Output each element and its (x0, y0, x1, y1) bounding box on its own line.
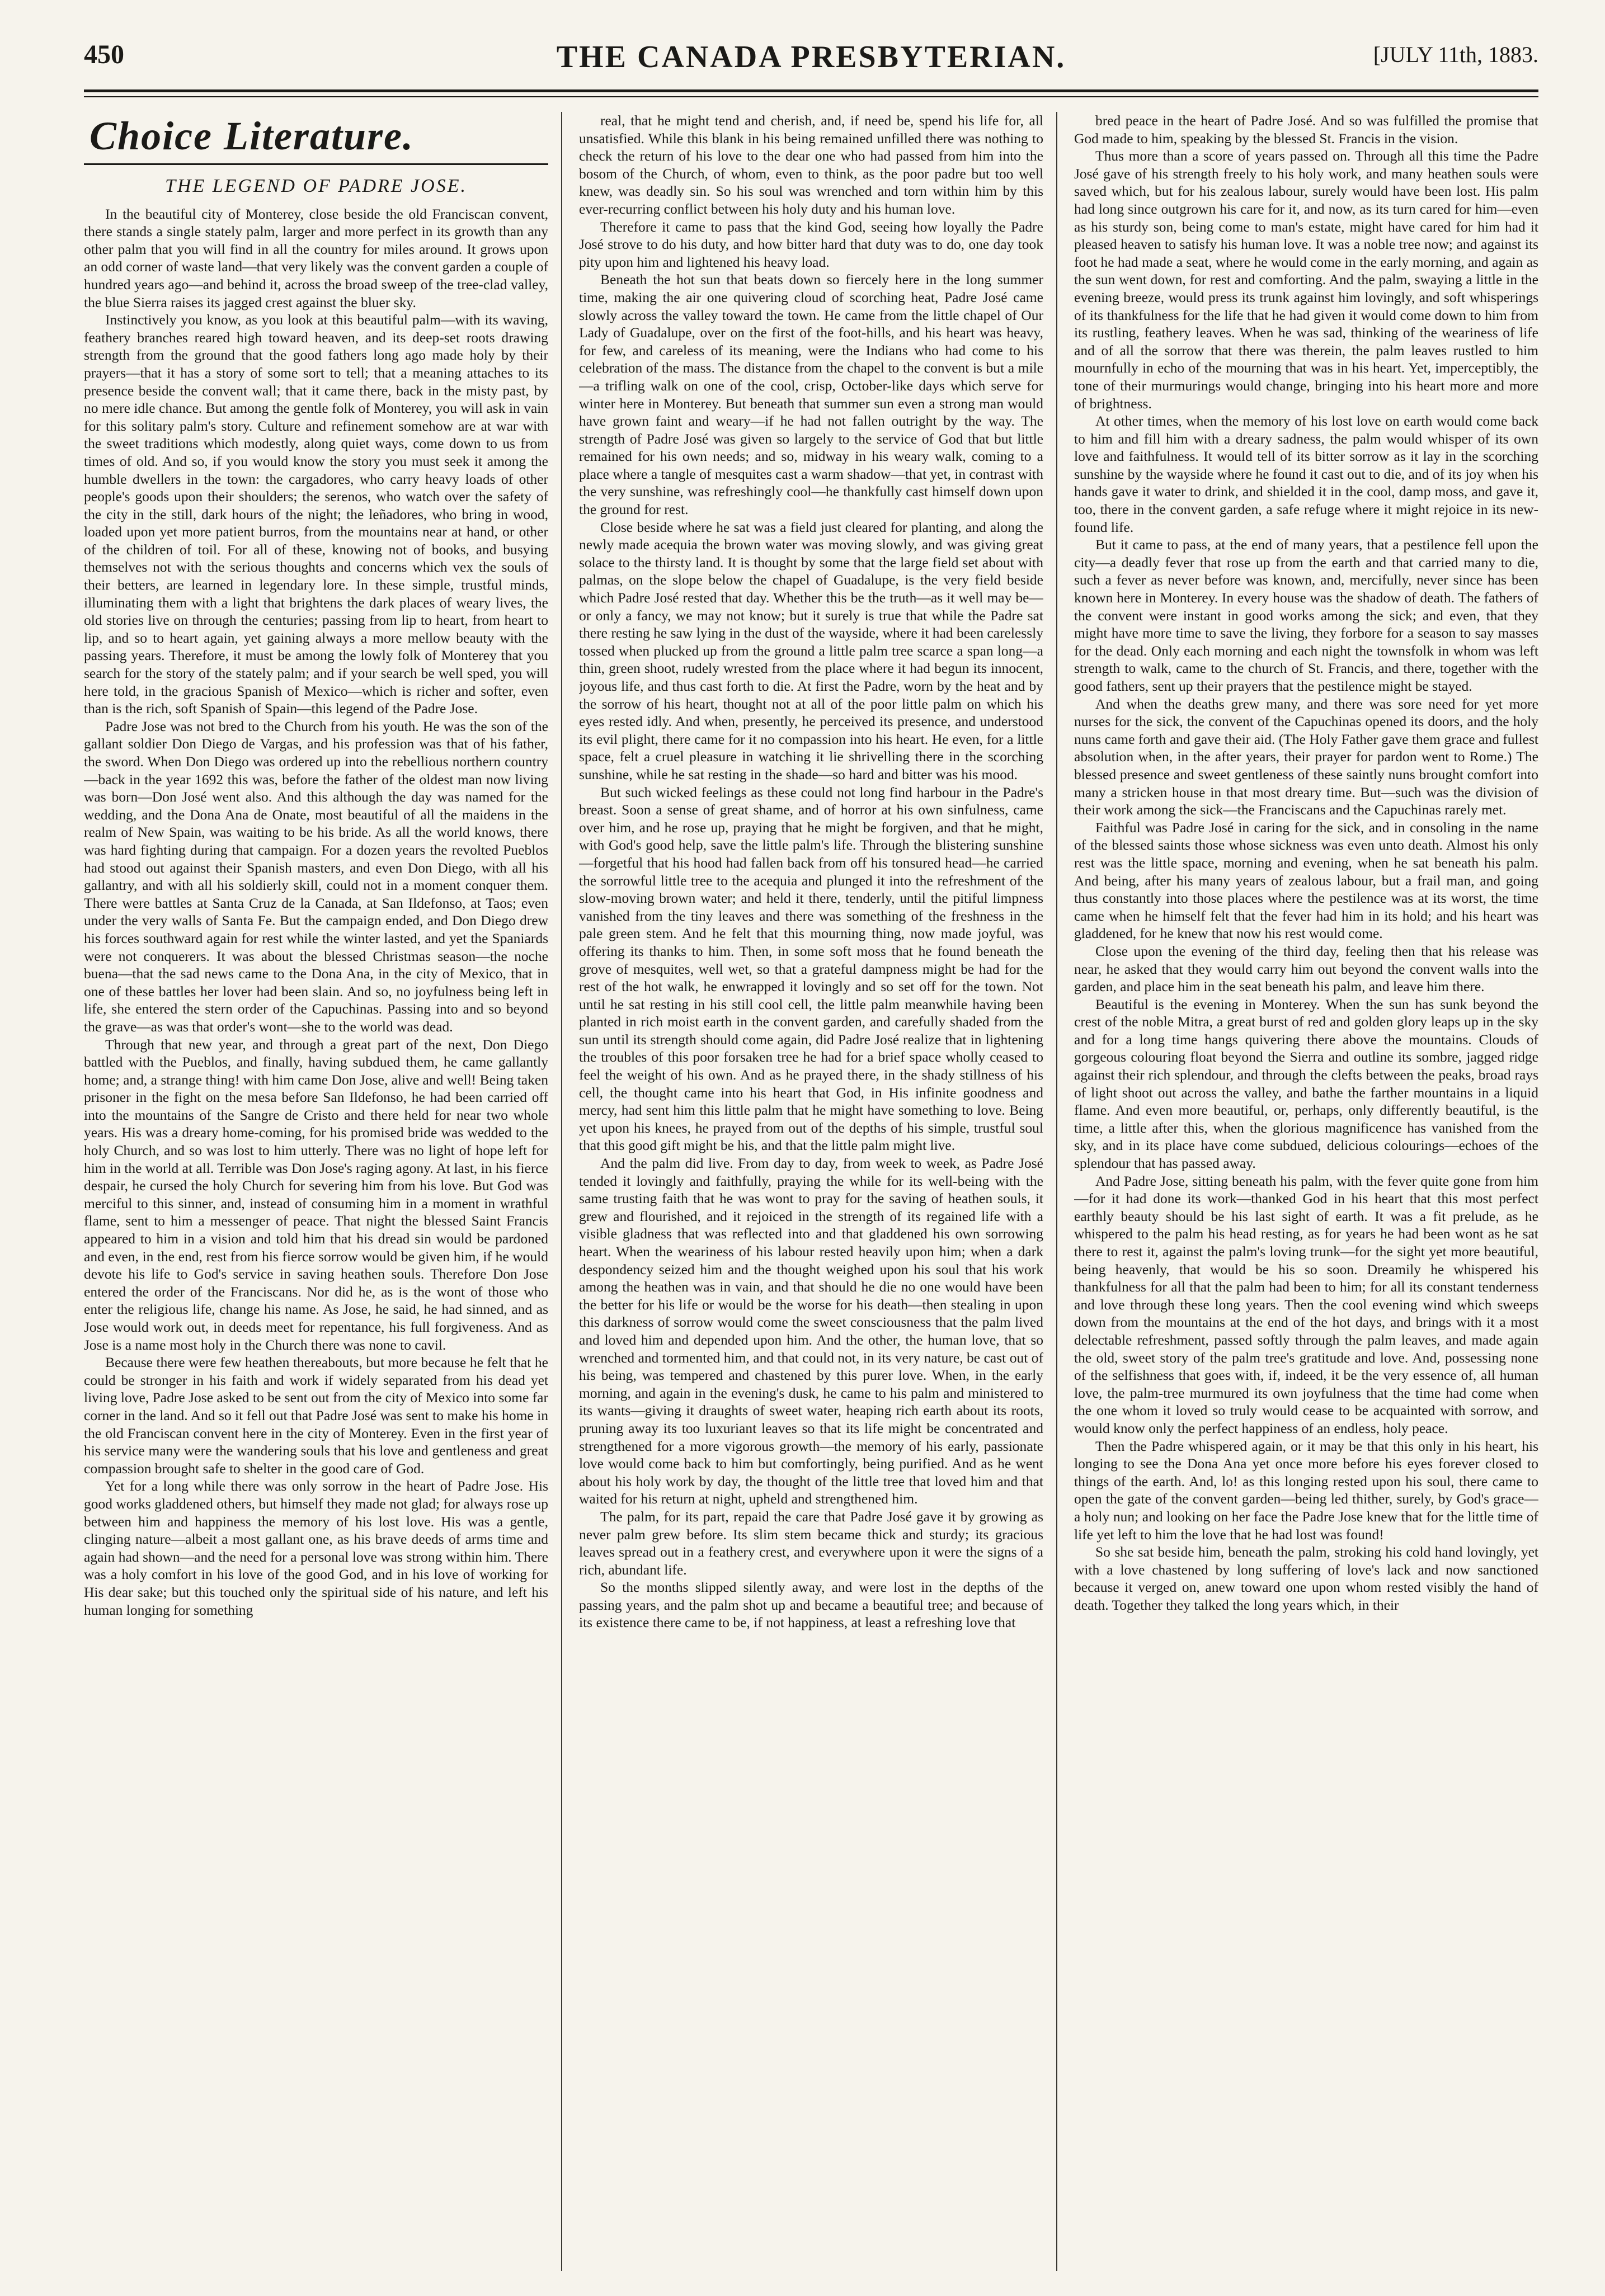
column-1 (84, 112, 548, 2271)
paragraph: And Padre Jose, sitting beneath his palm, with the fever quite gone from him—for it had done its work—thanked God in his heart that this most perfect earthly beauty should be his last sight of earth. It was a fit prelude, as he whispered to the palm his head resting, as for years he had been wont as he sat there to rest it, against the palm's loving trunk—for the sight yet more beautiful, being heavenly, that would be his so soon. Dreamily he whispered his thankfulness for all that the palm had been to him; for all its constant tenderness and love through these long years. Then the cool evening wind which sweeps down from the mountains at the end of the hot days, and brings with it a most delectable refreshment, passed softly through the palm leaves, and made again the old, sweet story of the palm tree's gratitude and love. And, possessing none of the selfishness that goes with, if, indeed, it be the very essence of, all human love, the palm-tree murmured its own joyfulness that the time had come when the one whom it loved so truly would cease to be acquainted with sorrow, and would know only the perfect happiness of an endless, holy peace. (1074, 1172, 1538, 1436)
paragraph: Through that new year, and through a great part of the next, Don Diego battled with the Pueblos, and finally, having subdued them, he came gallantly home; and, a strange thing! with him came Don Jose, alive and well! Being taken prisoner in the fight on the mesa before San Ildefonso, he had been carried off into the mountains of the Sangre de Cristo and there held for near two whole years. His was a dreary home-coming, for his promised bride was wedded to the holy Church, and so was lost to him utterly. There was no light of hope left for him in the world at all. Terrible was Don Jose's raging agony. At last, in his fierce despair, he cursed the holy Church for severing him from his love. But God was merciful to this sinner, and, instead of consuming him in a moment in wrathful flame, sent to him a messenger of peace. That night the blessed Saint Francis appeared to him in a vision and told him that his dread sin would be pardoned and even, in the end, rest from his fierce sorrow would be given him, if he would devote his life to God's service in saving heathen souls. Therefore Don Jose entered the order of the Franciscans. Nor did he, as is the wont of those who enter the religious life, change his name. As Jose, he said, he had sinned, and as Jose would work out, in deeds meet for repentance, his full forgiveness. And as Jose is a name most holy in the Church there was none to cavil. (84, 1036, 548, 1353)
issue-date: [JULY 11th, 1883. (1373, 42, 1538, 67)
section-rule (84, 163, 548, 165)
paragraph: So the months slipped silently away, and were lost in the depths of the passing years, and the palm shot up and became a beautiful tree; and because of its existence there came to be, if not happiness, at least a refreshing love that (579, 1579, 1043, 1631)
paragraph: At other times, when the memory of his lost love on earth would come back to him and fill him with a dreary sadness, the palm would whisper of its own love and faithfulness. It would tell of its bitter sorrow as it lay in the scorching sunshine by the wayside where he found it cast out to die, and of its joy when his hands gave it water to drink, and shielded it in the cool, damp moss, and gave it, too, there in the convent garden, a safe refuge where it might rejoice in its new-found life. (1074, 413, 1538, 535)
column-divider (561, 112, 562, 2271)
paragraph: Then the Padre whispered again, or it may be that this only in his heart, his longing to see the Dona Ana yet once more before his eyes forever closed to things of the earth. And, lo! as this longing rested upon his soul, there came to open the gate of the convent garden—being led thither, surely, by God's grace—a holy nun; and looking on her face the Padre Jose knew that for the little time of life yet left to him the love that he had lost was found! (1074, 1437, 1538, 1543)
paragraph: But it came to pass, at the end of many years, that a pestilence fell upon the city—a deadly fever that rose up from the earth and that carried many to die, such a fever as never before was known, and, mercifully, never since has been known here in Monterey. In every house was the shadow of death. The fathers of the convent were instant in good works among the sick; and even, that they might have more time to save the living, they forbore for a season to say masses for the dead. Only each morning and each night the townsfolk in whom was left strength to walk, came to the church of St. Francis, and there, together with the good fathers, sent up their prayers that the pestilence might be stayed. (1074, 536, 1538, 694)
column-text (579, 112, 1043, 1632)
paragraph: Thus more than a score of years passed on. Through all this time the Padre José gave of his strength freely to his holy work, and many heathen souls were saved which, but for his zealous labour, surely would have been lost. His palm had long since outgrown his care for it, and now, as its turn cared for him—even as his sturdy son, being come to man's estate, might have cared for him had it pleased heaven to satisfy his human love. It was a noble tree now; and against its foot he had made a seat, where he would come in the early morning, and again as the sun went down, for rest and comforting. And the palm, swaying a little in the evening breeze, would press its trunk against him lovingly, and soft whisperings of its thankfulness for the life that he had given it would come down to him from its rustling, feathery leaves. When he was sad, thinking of the weariness of life and of all the sorrow that there was therein, the palm leaves rustled to him mournfully in echo of the mourning that was in his heart. Yet, imperceptibly, the tone of their murmurings would change, bringing into his heart more and more of brightness. (1074, 148, 1538, 412)
page-number: 450 (84, 40, 124, 69)
masthead-rule-thin (84, 96, 1538, 97)
column-text (1074, 112, 1538, 1614)
newspaper-title: THE CANADA PRESBYTERIAN. (556, 40, 1066, 74)
paragraph: Yet for a long while there was only sorrow in the heart of Padre Jose. His good works gladdened others, but himself they made not glad; for always rose up between him and happiness the memory of his lost love. His was a gentle, clinging nature—albeit a most gallant one, as his brave deeds of arms time and again had shown—and the need for a personal love was strong within him. There was a holy comfort in his love of the good God, and in his love of working for His dear sake; but this touched only the spiritual side of his nature, and left his human longing for something (84, 1478, 548, 1618)
paragraph: Padre Jose was not bred to the Church from his youth. He was the son of the gallant soldier Don Diego de Vargas, and his profession was that of his father, the sword. When Don Diego was ordered up into the rebellious northern country—back in the year 1692 this was, before the father of the oldest man now living was born—Don José went also. And this although the day was named for the wedding, and the Dona Ana de Onate, most beautiful of all the maidens in the realm of New Spain, was waiting to be his bride. As all the world knows, there was hard fighting during that campaign. For a dozen years the revolted Pueblos had stood out against their Spanish masters, and even Don Diego, with all his gallantry, and with all his soldierly skill, could not in a moment conquer them. There were battles at Santa Cruz de la Canada, at San Ildefonso, at Taos; even under the very walls of Santa Fe. But the campaign ended, and Don Diego drew his forces southward again for rest while the winter lasted, and yet the Spaniards were not conquerers. It was about the blessed Christmas season—the noche buena—that the sad news came to the Dona Ana, in the city of Mexico, that in one of these battles her lover had been slain. And so, no joyfulness being left in life, she entered the stern order of the Capuchinas. Passing into and so beyond the grave—as was that order's wont—she to the world was dead. (84, 718, 548, 1035)
article-title: THE LEGEND OF PADRE JOSE. (165, 176, 467, 196)
section-title: Choice Literature. (90, 114, 414, 158)
column-divider (1056, 112, 1057, 2271)
masthead (84, 39, 1538, 84)
column-text (84, 205, 548, 1619)
paragraph: So she sat beside him, beneath the palm, stroking his cold hand lovingly, yet with a love chastened by long suffering of love's lack and now sanctioned because it verged on, anew toward one upon whom rested visibly the hand of death. Together they talked the long years which, in their (1074, 1544, 1538, 1613)
paragraph: Instinctively you know, as you look at this beautiful palm—with its waving, feathery branches reared high toward heaven, and its deep-set roots drawing strength from the ground that the good fathers long ago made holy by their prayers—that it has a story of some sort to tell; that a meaning attaches to its presence beside the convent wall; that it came there, back in the misty past, by no mere idle chance. But among the gentle folk of Monterey, you will ask in vain for this solitary palm's story. Culture and refinement somehow are at war with the sweet traditions which modestly, along quiet ways, come down to us from times of old. And so, if you would know the story you must seek it among the humble dwellers in the town: the cargadores, who carry heavy loads of other people's goods upon their shoulders; the serenos, who watch over the safety of the city in the still, dark hours of the night; the leñadores, who bring in wood, loaded upon yet more patient burros, from the mountains near at hand, or other of the children of toil. For all of these, knowing not of books, and busying themselves not with the serious thoughts and concerns which vex the souls of their betters, are learned in legendary lore. In these simple, trustful minds, illuminating them with a light that brightens the dark places of weary lives, the old stories live on through the centuries; passing from lip to heart, from heart to lip, and so to heart again, yet gaining always a more mellow beauty with the passing years. Therefore, it must be among the lowly folk of Monterey that you search for the story of the stately palm; and if your search be well sped, you will here told, in the gracious Spanish of Mexico—which is richer and softer, even than is the rich, soft Spanish of Spain—this legend of the Padre Jose. (84, 312, 548, 717)
paragraph: Therefore it came to pass that the kind God, seeing how loyally the Padre José strove to do his duty, and how bitter hard that duty was to do, one day took pity upon him and lightened his heavy load. (579, 218, 1043, 270)
paragraph: Faithful was Padre José in caring for the sick, and in consoling in the name of the blessed saints those whose sickness was even unto death. Almost his only rest was the little space, morning and evening, when he sat beneath his palm. And being, after his many years of zealous labour, but a frail man, and going thus constantly into those places where the pestilence was at its worst, the time came when he himself felt that the fever had him in its hold; and his heart was gladdened, for he knew that now his rest would come. (1074, 819, 1538, 942)
column-2 (579, 112, 1043, 2271)
paragraph: Beneath the hot sun that beats down so fiercely here in the long summer time, making the air one quivering cloud of scorching heat, Padre José came slowly across the valley toward the town. He came from the little chapel of Our Lady of Guadalupe, over on the first of the foot-hills, and his heart was heavy, for few, and careless of its meaning, were the Indians who had come to his celebration of the mass. The distance from the chapel to the convent is but a mile—a trifling walk on one of the cool, crisp, October-like days which serve for winter here in Monterey. But beneath that summer sun even a strong man would have grown faint and weary—if he had not fallen outright by the way. The strength of Padre José was given so largely to the service of God that but little remained for his own needs; and so, midway in his weary walk, coming to a place where a tangle of mesquites cast a warm shadow—that yet, in contrast with the very sunshine, was refreshingly cool—he thankfully cast himself down upon the ground for rest. (579, 271, 1043, 518)
paragraph: Close beside where he sat was a field just cleared for planting, and along the newly made acequia the brown water was moving slowly, and was giving great solace to the thirsty land. It is thought by some that the large field set about with palmas, on the slope below the chapel of Guadalupe, is the very field beside which Padre José rested that day. Whether this be the truth—as it well may be—or only a fancy, we may not know; but it surely is true that while the Padre sat there resting he saw lying in the dust of the wayside, where it had been carelessly tossed when plucked up from the ground a little palm tree scarce a span long—a thin, green shoot, rudely wrested from the place where it had begun its innocent, joyous life, and thus cast forth to die. At first the Padre, worn by the heat and by the sorrow of his heart, thought not at all of the poor little palm on which his eyes rested idly. And when, presently, he perceived its presence, and understood its evil plight, there came for it no compassion into his heart. He even, for a little space, felt a cruel pleasure in watching it lie shrivelling there in the scorching sunshine, while he sat resting in the shade—so hard and bitter was his mood. (579, 518, 1043, 782)
paragraph: bred peace in the heart of Padre José. And so was fulfilled the promise that God made to him, speaking by the blessed St. Francis in the vision. (1074, 112, 1538, 147)
paragraph: The palm, for its part, repaid the care that Padre José gave it by growing as never palm grew before. Its slim stem became thick and sturdy; its gracious leaves spread out in a feathery crest, and everywhere upon it were the signs of a rich, abundant life. (579, 1508, 1043, 1578)
paragraph: And when the deaths grew many, and there was sore need for yet more nurses for the sick, the convent of the Capuchinas opened its doors, and the holy nuns came forth and gave their aid. (The Holy Father gave them grace and fullest absolution when, in the after years, their prayer for pardon went to Rome.) The blessed presence and sweet gentleness of these saintly nuns brought comfort into many a stricken house in that most dreary time. But—such was the division of their work among the sick—the Franciscans and the Capuchinas rarely met. (1074, 695, 1538, 818)
paragraph: Close upon the evening of the third day, feeling then that his release was near, he asked that they would carry him out beyond the convent walls into the garden, and place him in the seat beneath his palm, and leave him there. (1074, 942, 1538, 995)
masthead-rule (84, 89, 1538, 92)
paragraph: Beautiful is the evening in Monterey. When the sun has sunk beyond the crest of the noble Mitra, a great burst of red and golden glory leaps up in the sky and for a long time hangs quivering there above the mountains. Clouds of gorgeous colouring float beyond the Sierra and outline its sombre, jagged ridge against their rich splendour, and through the clefts between the peaks, broad rays of light shoot out across the valley, and bathe the farther mountains in a liquid flame. And even more beautiful, or, perhaps, only differently beautiful, is the time, a little after this, when the glorious magnificence has vanished from the sky, and in its place have come subdued, delicious colourings—echoes of the splendour that has passed away. (1074, 996, 1538, 1172)
paragraph: real, that he might tend and cherish, and, if need be, spend his life for, all unsatisfied. While this blank in his being remained unfilled there was nothing to check the return of his love to the dear one who had passed from him into the bosom of the Church, of whom, even to think, as the poor padre but too well knew, was deadly sin. So his soul was wrenched and torn within him by this ever-recurring conflict between his holy duty and his human love. (579, 112, 1043, 217)
column-3 (1074, 112, 1538, 2271)
paragraph: And the palm did live. From day to day, from week to week, as Padre José tended it lovingly and faithfully, praying the while for its well-being with the same trusting faith that he was wont to pray for the saving of heathen souls, it grew and flourished, and it rejoiced in the strength of its regained life with a visible gladness that was reflected into and that gladdened his own sorrowing heart. When the weariness of his labour rested heavily upon him; when a dark despondency seized him and the thought weighed upon his soul that his work among the heathen was in vain, and that should he die no one would have been the better for his life or would be the worse for his death—then stealing in upon this darkness of sorrow would come the sweet consciousness that the palm lived and loved him and depended upon him. And the other, the human love, that so wrenched and tormented him, and that could not, in its very nature, be cast out of his being, was tempered and chastened by this purer love. When, in the early morning, and again in the evening's dusk, he came to his palm and ministered to its wants—giving it draughts of sweet water, heaping rich earth about its roots, pruning away its too luxuriant leaves so that its life might be concentrated and strengthened for a more vigorous growth—the memory of his early, passionate love would come back to him but comfortingly, being purified. And as he went about his holy work by day, the thought of the little tree that loved him and that waited for his return at night, upheld and strengthened him. (579, 1155, 1043, 1507)
paragraph: In the beautiful city of Monterey, close beside the old Franciscan convent, there stands a single stately palm, larger and more perfect in its growth than any other palm that you will find in all the country for miles around. It grows upon an odd corner of waste land—that very likely was the convent garden a couple of hundred years ago—and behind it, across the broad sweep of the tree-clad valley, the blue Sierra raises its jagged crest against the bluer sky. (84, 205, 548, 310)
paragraph: But such wicked feelings as these could not long find harbour in the Padre's breast. Soon a sense of great shame, and of horror at his own sinfulness, came over him, and he rose up, praying that he might be forgiven, and that he might, with God's good help, save the little palm's life. Through the blistering sunshine—forgetful that his hood had fallen back from off his tonsured head—he carried the sorrowful little tree to the acequia and plunged it into the refreshment of the slow-moving brown water; and held it there, tenderly, until the pitiful limpness vanished from the tiny leaves and there was something of the freshness in the pale green stem. And he felt that this mourning thing, now made joyful, was offering its thanks to him. Then, in some soft moss that he found beneath the grove of mesquites, well wet, so that a grateful dampness might be had for the rest of the hot walk, he enwrapped it lovingly and so set off for the town. Not until he sat resting in his still cool cell, the little palm meanwhile having been planted in rich moist earth in the convent garden, and carefully shaded from the sun until its strength should come again, did Padre José realize that in lightening the troubles of this poor forsaken tree he had for a brief space wholly ceased to feel the weight of his own. And as he prayed there, in the shady stillness of his cell, the thought came into his heart that God, in His infinite goodness and mercy, had sent him this little palm that he might have something to love. Being yet upon his knees, he prayed from out of the depths of his simple, trustful soul that this good gift might be his, and that the little palm might live. (579, 784, 1043, 1154)
paragraph: Because there were few heathen thereabouts, but more because he felt that he could be stronger in his faith and work if widely separated from his dead yet living love, Padre Jose asked to be sent out from the city of Mexico into some far corner in the land. And so it fell out that Padre José was sent to make his home in the old Franciscan convent here in the city of Monterey. Even in the first year of his service many were the wandering souls that his love and gentleness and great compassion brought safe to shelter in the good care of God. (84, 1354, 548, 1477)
